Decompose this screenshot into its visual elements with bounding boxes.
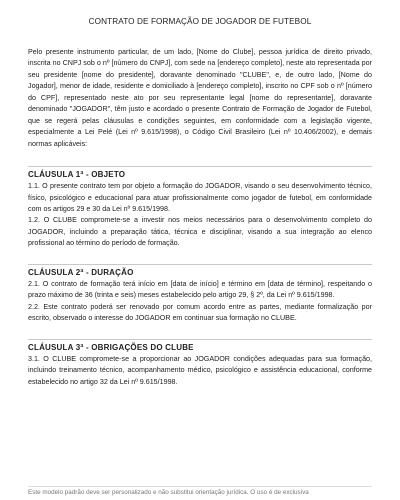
clause-2-item-1: 2.1. O contrato de formação terá início em [data de início] e término em [data de término], respeitando o prazo máximo de 36 (trinta e seis) meses estabelecido pelo artigo 29, § 2º, da Lei nº 9.615/1998.: [28, 279, 372, 300]
clause-1-heading: CLÁUSULA 1ª - OBJETO: [28, 170, 126, 180]
clause-1-item-2: 1.2. O CLUBE compromete-se a investir nos meios necessários para o desenvolvimento completo do JOGADOR, incluindo a preparação tática, técnica e disciplinar, visando a sua integração ao elenco profissional ao término do período de formação.: [28, 216, 372, 248]
preamble-paragraph: Pelo presente instrumento particular, de um lado, [Nome do Clube], pessoa jurídica de direito privado, inscrita no CNPJ sob o nº [número do CNPJ], com sede na [endereço completo], neste ato representada por seu presidente [nome do presidente], doravante denominado "CLUBE", e, de outro lado, [Nome do Jogador], menor de idade, residente e domiciliado à [endereço completo], inscrito no CPF sob o nº [número do CPF], representado neste ato por seu representante legal [nome do representante], doravante denominado "JOGADOR", têm justo e acordado o presente Contrato de Formação de Jogador de Futebol, que se regerá pelas cláusulas e condições seguintes, em conformidade com a legislação vigente, especialmente a Lei Pelé (Lei nº 9.615/1998), o Código Civil Brasileiro (Lei nº 10.406/2002), e demais normas aplicáveis:: [28, 48, 372, 148]
clause-1-item-1: 1.1. O presente contrato tem por objeto a formação do JOGADOR, visando o seu desenvolvimento técnico, físico, psicológico e educacional para atuar profissionalmente como jogador de futebol, em conformidade com os artigos 29 e 30 da Lei nº 9.615/1998.: [28, 182, 372, 213]
clause-2-item-2: 2.2. Este contrato poderá ser renovado por comum acordo entre as partes, mediante formalização por escrito, observado o interesse do JOGADOR em continuar sua formação no CLUBE.: [28, 302, 372, 323]
document-title: CONTRATO DE FORMAÇÃO DE JOGADOR DE FUTEBOL: [88, 17, 312, 26]
disclaimer-footer: Este modelo padrão deve ser personalizado e não substitui orientação jurídica. O uso é de exclusiva: [28, 486, 372, 497]
clause-3-heading: CLÁUSULA 3ª - OBRIGAÇÕES DO CLUBE: [28, 342, 194, 352]
clause-2-heading: CLÁUSULA 2ª - DURAÇÃO: [28, 267, 134, 277]
section-divider: [28, 264, 372, 265]
section-divider: [28, 166, 372, 167]
section-divider: [28, 339, 372, 340]
clause-3-item-1: 3.1. O CLUBE compromete-se a proporcionar ao JOGADOR condições adequadas para sua formação, incluindo treinamento técnico, acompanhamento médico, psicológico e assistência educacional, conforme estabelecido no artigo 32 da Lei nº 9.615/1998.: [28, 354, 372, 386]
